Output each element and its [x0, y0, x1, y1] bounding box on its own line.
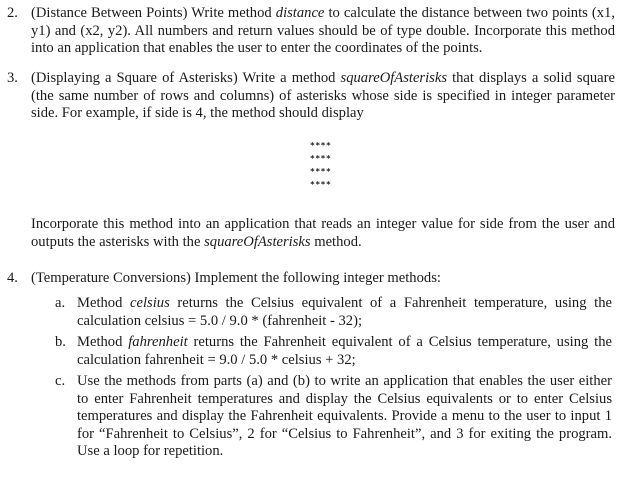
- question-4-intro: (Temperature Conversions) Implement the following integer methods:: [31, 270, 441, 286]
- question-3-number: 3.: [7, 70, 18, 86]
- method-name-fahrenheit: fahrenheit: [128, 334, 188, 350]
- method-name-square-of-asterisks-ref: squareOfAsterisks: [204, 233, 311, 250]
- question-4-number: 4.: [7, 270, 18, 286]
- asterisk-square-example: [310, 139, 331, 191]
- question-2-number: 2.: [7, 5, 18, 21]
- part-c-text: Use the methods from parts (a) and (b) to write an application that enables the user either to enter Fahrenheit temperatures and display the Celsius equivalents or to enter Celsius temperatures and display the Fahrenheit equivalents. Provide a menu to the user to input 1 for “Fahrenheit to Celsius”, 2 for “Celsius to Fahrenheit”, and 3 for exiting the program. Use a loop for repetition.: [77, 373, 612, 460]
- method-name-square-of-asterisks: squareOfAsterisks: [340, 70, 448, 86]
- asterisk-row: ****: [310, 141, 332, 150]
- question-3-followup: Incorporate this method into an application that reads an integer value for side from the user and outputs the asterisks with the squareOfAsterisks method.: [31, 216, 615, 250]
- asterisk-row: ****: [310, 167, 332, 176]
- part-b-text: Method fahrenheit returns the Fahrenheit equivalent of a Celsius temperature, using the calculation fahrenheit = 9.0 / 5.0 * celsius + 32;: [77, 334, 612, 368]
- method-name-celsius: celsius: [130, 295, 170, 311]
- question-2-text: (Distance Between Points) Write method distance to calculate the distance between two points (x1, y1) and (x2, y2). All numbers and return values should be of type double. Incorporate this method into an application that enables the user to enter the coordinates of the points.: [31, 5, 615, 57]
- part-b-letter: b.: [55, 334, 66, 350]
- part-a-letter: a.: [55, 295, 66, 311]
- part-a-text: Method celsius returns the Celsius equivalent of a Fahrenheit temperature, using the calculation celsius = 5.0 / 9.0 * (fahrenheit - 32);: [77, 295, 612, 329]
- part-c-letter: c.: [55, 373, 66, 389]
- asterisk-row: ****: [310, 180, 332, 189]
- asterisk-row: ****: [310, 154, 332, 163]
- method-name-distance: distance: [275, 5, 325, 21]
- question-3-text: (Displaying a Square of Asterisks) Write a method squareOfAsterisks that displays a solid square (the same number of rows and columns) of asterisks whose side is specified in integer parameter side. For example, if side is 4, the method should display: [31, 70, 615, 122]
